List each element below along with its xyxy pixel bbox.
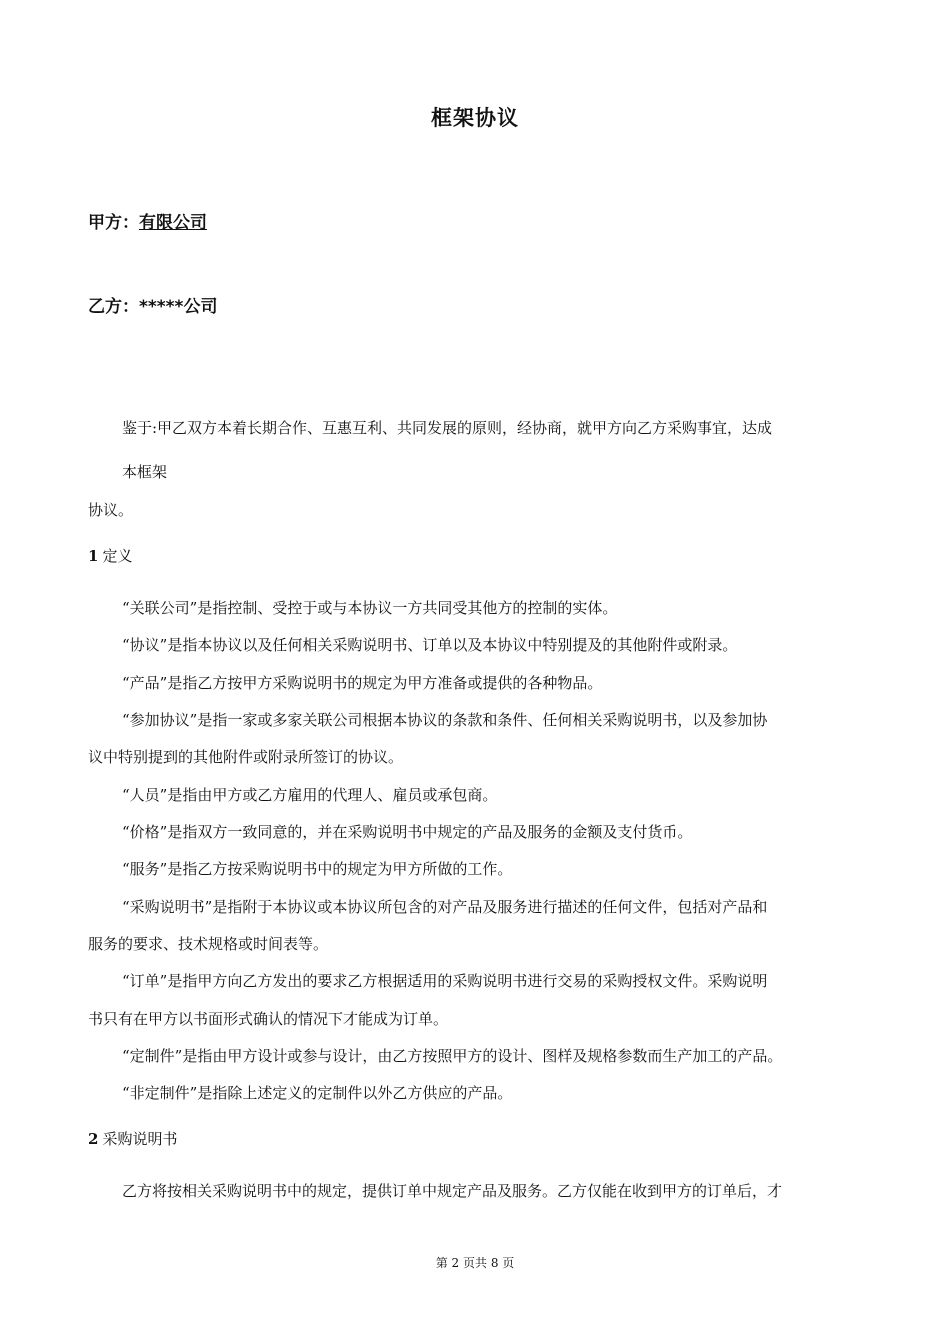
section-title: 采购说明书 <box>102 1130 178 1148</box>
paragraph-line: 服务的要求、技术规格或时间表等。 <box>88 935 329 953</box>
paragraph-line: “服务”是指乙方按采购说明书中的规定为甲方所做的工作。 <box>122 860 513 878</box>
party-a <box>88 208 207 233</box>
paragraph-line: “价格”是指双方一致同意的，并在采购说明书中规定的产品及服务的金额及支付货币。 <box>122 823 693 841</box>
recital-line: 协议。 <box>88 501 134 519</box>
paragraph-line: “采购说明书”是指附于本协议或本协议所包含的对产品及服务进行描述的任何文件，包括对产品和 <box>122 898 768 916</box>
page-footer: 第 2 页共 8 页 <box>435 1256 515 1270</box>
party-a-label: 甲方： <box>88 213 139 233</box>
paragraph-line: 书只有在甲方以书面形式确认的情况下才能成为订单。 <box>88 1010 449 1028</box>
paragraph-line: “参加协议”是指一家或多家关联公司根据本协议的条款和条件、任何相关采购说明书，以及参加协 <box>122 711 768 729</box>
document-title: 框架协议 <box>431 106 519 130</box>
section-heading <box>88 546 132 566</box>
paragraph-line: 乙方将按相关采购说明书中的规定，提供订单中规定产品及服务。乙方仅能在收到甲方的订单后，才 <box>122 1182 783 1200</box>
paragraph-line: “非定制件”是指除上述定义的定制件以外乙方供应的产品。 <box>122 1084 513 1102</box>
section-number: 2 <box>88 1130 99 1148</box>
paragraph-line: “定制件”是指由甲方设计或参与设计，由乙方按照甲方的设计、图样及规格参数而生产加工的产品。 <box>122 1047 783 1065</box>
party-b-name: *****公司 <box>139 297 218 317</box>
party-b <box>88 292 217 317</box>
party-b-label: 乙方： <box>88 297 139 317</box>
paragraph-line: 议中特别提到的其他附件或附录所签订的协议。 <box>88 748 404 766</box>
section-heading <box>88 1129 177 1149</box>
section-title: 定义 <box>102 547 133 565</box>
paragraph-line: “人员”是指由甲方或乙方雇用的代理人、雇员或承包商。 <box>122 786 498 804</box>
paragraph-line: “协议”是指本协议以及任何相关采购说明书、订单以及本协议中特别提及的其他附件或附录。 <box>122 636 738 654</box>
party-a-name: 有限公司 <box>139 213 207 233</box>
recital-line: 本框架 <box>122 463 168 481</box>
paragraph-line: “订单”是指甲方向乙方发出的要求乙方根据适用的采购说明书进行交易的采购授权文件。采购说明 <box>122 972 768 990</box>
paragraph-line: “产品”是指乙方按甲方采购说明书的规定为甲方准备或提供的各种物品。 <box>122 674 603 692</box>
recital-line: 鉴于:甲乙双方本着长期合作、互惠互利、共同发展的原则，经协商，就甲方向乙方采购事宜，达成 <box>122 419 773 437</box>
paragraph-line: “关联公司”是指控制、受控于或与本协议一方共同受其他方的控制的实体。 <box>122 599 618 617</box>
section-number: 1 <box>88 547 99 565</box>
